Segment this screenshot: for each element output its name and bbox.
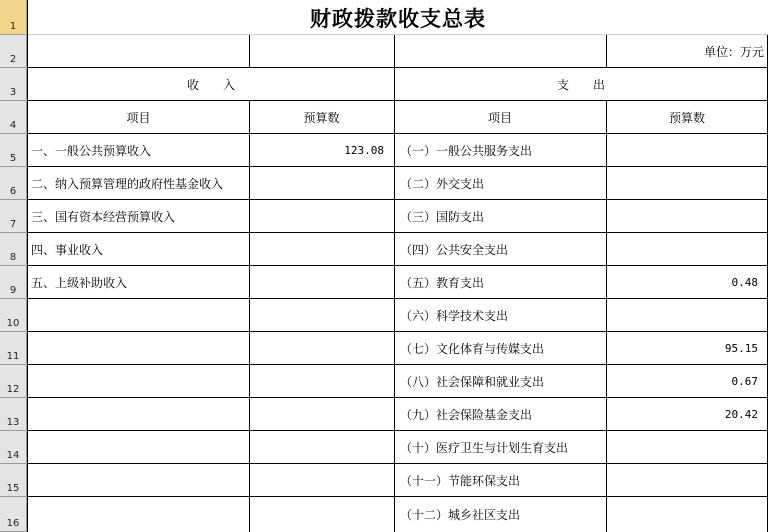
income-budget-cell[interactable]: 123.08 [344,144,384,157]
horizontal-rule [28,364,768,365]
expense-budget-header[interactable]: 预算数 [668,111,705,125]
income-item-cell[interactable] [28,398,249,431]
row-header[interactable]: 2 [0,35,27,68]
income-item-cell[interactable]: 三、国有资本经营预算收入 [31,210,176,224]
income-item-cell[interactable]: 五、上级补助收入 [31,276,128,290]
row-header[interactable]: 5 [0,134,27,167]
row-header[interactable]: 16 [0,497,27,532]
expense-budget-cell[interactable] [606,233,768,266]
horizontal-rule [28,430,768,431]
expense-item-cell[interactable]: （九）社会保险基金支出 [400,408,533,422]
vertical-rule [394,35,395,532]
income-budget-cell[interactable] [249,233,394,266]
row-header[interactable]: 14 [0,431,27,464]
row-header[interactable]: 1 [0,0,27,35]
unit-label[interactable]: 单位：万元 [703,45,764,59]
expense-budget-cell[interactable]: 0.48 [731,276,758,289]
expense-budget-cell[interactable]: 0.67 [731,375,758,388]
row-header[interactable]: 10 [0,299,27,332]
vertical-rule [27,0,28,532]
horizontal-rule [28,133,768,134]
expense-item-cell[interactable]: （八）社会保障和就业支出 [400,375,545,389]
expense-item-cell[interactable]: （五）教育支出 [400,276,485,290]
horizontal-rule [28,166,768,167]
income-item-cell[interactable]: 四、事业收入 [31,243,104,257]
expense-item-header[interactable]: 项目 [487,111,512,125]
row-header[interactable]: 3 [0,68,27,101]
horizontal-rule [28,34,768,35]
horizontal-rule [28,331,768,332]
expense-section-header[interactable]: 支 出 [556,78,605,92]
income-budget-cell[interactable] [249,299,394,332]
income-item-cell[interactable]: 二、纳入预算管理的政府性基金收入 [31,177,224,191]
income-budget-cell[interactable] [249,497,394,532]
expense-budget-cell[interactable] [606,299,768,332]
row-header[interactable]: 13 [0,398,27,431]
horizontal-rule [28,298,768,299]
vertical-rule [606,101,607,532]
horizontal-rule [28,232,768,233]
horizontal-rule [28,100,768,101]
income-budget-cell[interactable] [249,431,394,464]
income-item-cell[interactable] [28,497,249,532]
row-header[interactable]: 11 [0,332,27,365]
income-item-cell[interactable] [28,431,249,464]
expense-item-cell[interactable]: （七）文化体育与传媒支出 [400,342,545,356]
horizontal-rule [28,265,768,266]
expense-budget-cell[interactable]: 20.42 [724,408,758,421]
expense-item-cell[interactable]: （四）公共安全支出 [400,243,509,257]
horizontal-rule [28,199,768,200]
income-budget-cell[interactable] [249,464,394,497]
income-budget-cell[interactable] [249,365,394,398]
horizontal-rule [28,67,768,68]
expense-budget-cell[interactable] [606,431,768,464]
horizontal-rule [28,397,768,398]
row-header[interactable]: 15 [0,464,27,497]
row-header[interactable]: 8 [0,233,27,266]
row-header[interactable]: 7 [0,200,27,233]
vertical-rule [249,101,250,532]
sheet-title[interactable]: 财政拨款收支总表 [310,5,486,31]
income-item-cell[interactable]: 一、一般公共预算收入 [31,144,152,158]
expense-item-cell[interactable]: （十）医疗卫生与计划生育支出 [400,441,569,455]
expense-budget-cell[interactable] [606,497,768,532]
income-budget-cell[interactable] [249,332,394,365]
expense-budget-cell[interactable] [606,200,768,233]
income-item-cell[interactable] [28,464,249,497]
row-header[interactable]: 9 [0,266,27,299]
income-item-header[interactable]: 项目 [126,111,151,125]
expense-item-cell[interactable]: （二）外交支出 [400,177,485,191]
income-budget-cell[interactable] [249,167,394,200]
vertical-rule [249,35,250,68]
expense-item-cell[interactable]: （一）一般公共服务支出 [400,144,533,158]
expense-item-cell[interactable]: （十二）城乡社区支出 [400,508,521,522]
income-item-cell[interactable] [28,299,249,332]
expense-budget-cell[interactable] [606,167,768,200]
income-section-header[interactable]: 收 入 [186,78,235,92]
horizontal-rule [28,496,768,497]
expense-item-cell[interactable]: （三）国防支出 [400,210,485,224]
row-header[interactable]: 4 [0,101,27,134]
income-budget-cell[interactable] [249,200,394,233]
income-budget-cell[interactable] [249,266,394,299]
income-item-cell[interactable] [28,365,249,398]
horizontal-rule [28,463,768,464]
expense-budget-cell[interactable] [606,134,768,167]
expense-item-cell[interactable]: （十一）节能环保支出 [400,474,521,488]
expense-budget-cell[interactable]: 95.15 [724,342,758,355]
income-budget-header[interactable]: 预算数 [303,111,340,125]
income-budget-cell[interactable] [249,398,394,431]
expense-item-cell[interactable]: （六）科学技术支出 [400,309,509,323]
row-header[interactable]: 6 [0,167,27,200]
vertical-rule [606,35,607,68]
expense-budget-cell[interactable] [606,464,768,497]
row-header[interactable]: 12 [0,365,27,398]
income-item-cell[interactable] [28,332,249,365]
